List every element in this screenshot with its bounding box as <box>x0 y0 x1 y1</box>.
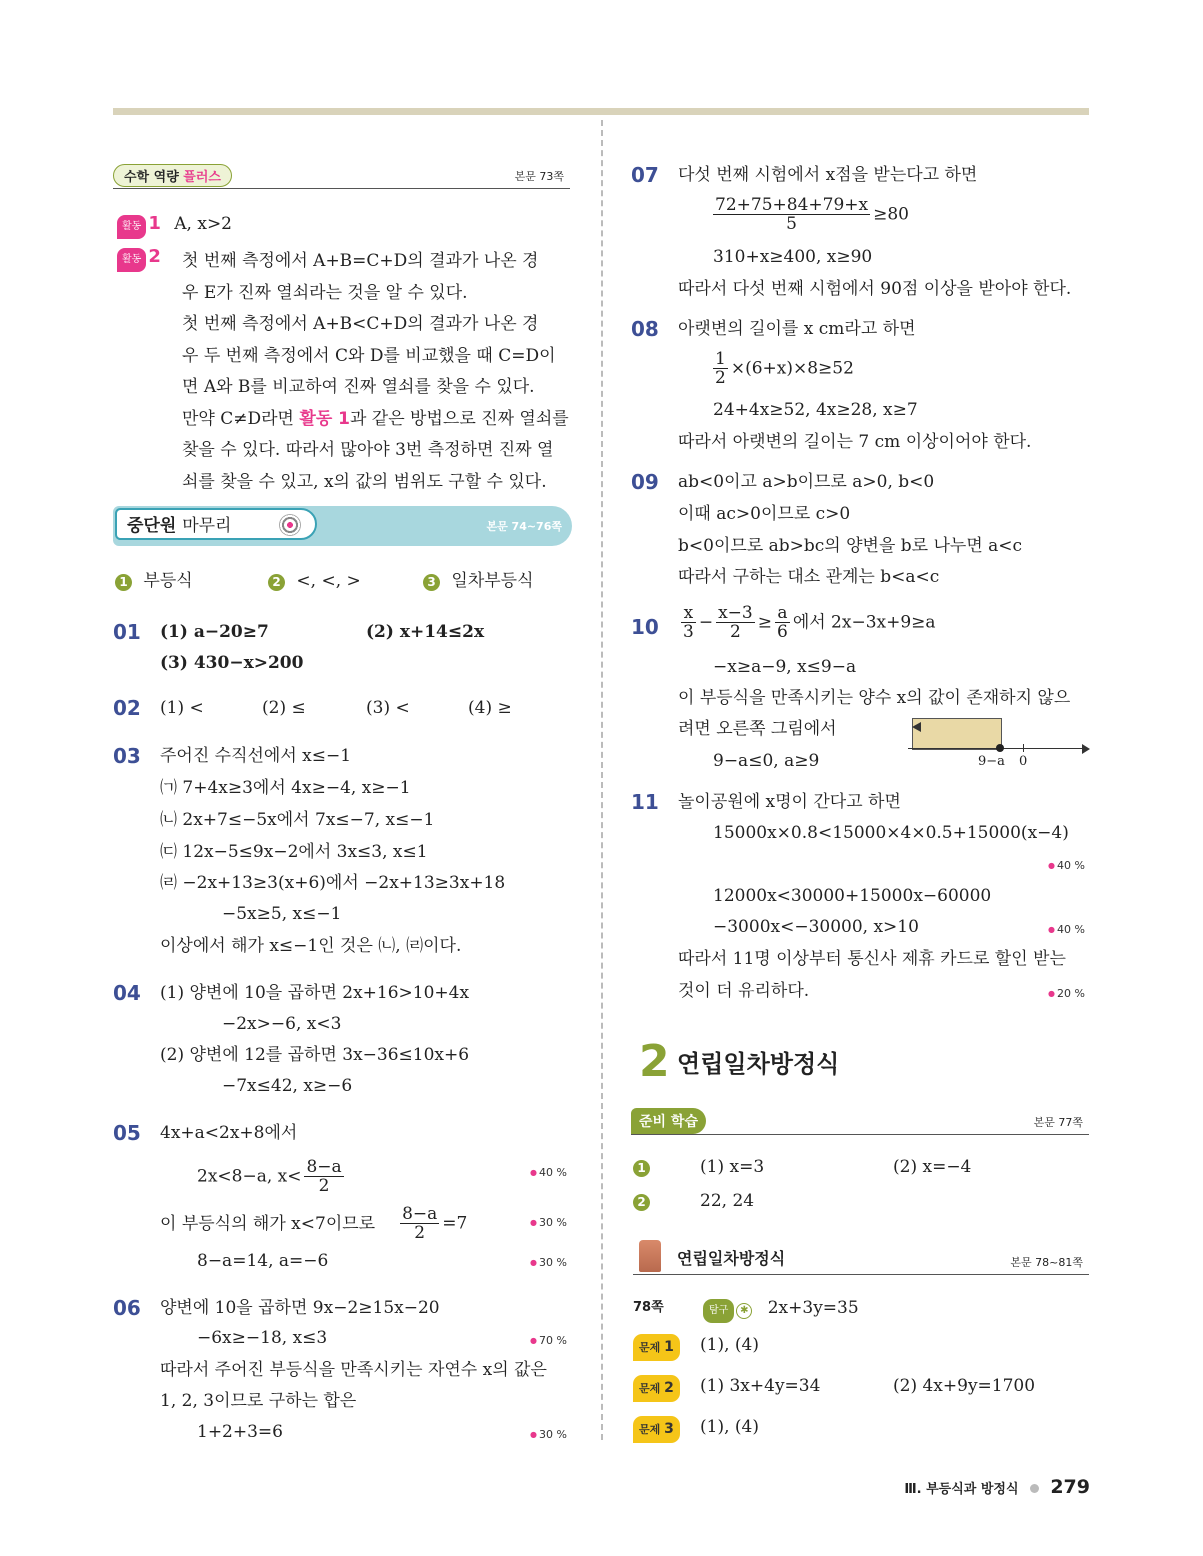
plus-title-pill <box>113 164 232 187</box>
q09-line: 따라서 구하는 대소 관계는 b<a<c <box>678 567 940 587</box>
prep-header <box>631 1108 1089 1135</box>
q11-l6: 것이 더 유리하다. <box>678 981 810 1001</box>
q03-line: 이상에서 해가 x≤−1인 것은 ㈁, ㈃이다. <box>160 936 462 956</box>
q03-line: ㈃ −2x+13≥3(x+6)에서 −2x+13≥3x+18 <box>160 873 506 893</box>
m1-answer: (1), (4) <box>700 1335 759 1355</box>
subsection-ref: 본문 78~81쪽 <box>1010 1256 1083 1269</box>
circle-number: 1 <box>633 1160 650 1177</box>
text-line: 우 두 번째 측정에서 C와 D를 비교했을 때 C=D이 <box>182 345 556 366</box>
numerator: a <box>775 604 790 623</box>
problem-number: 08 <box>631 317 659 341</box>
q10-l4: 려면 오른쪽 그림에서 <box>678 719 837 739</box>
page-ref-78: 78쪽 <box>633 1300 664 1315</box>
left-arrow <box>912 722 921 732</box>
prep-title: 준비 학습 <box>631 1108 706 1134</box>
q06-l3: 따라서 주어진 부등식을 만족시키는 자연수 x의 값은 <box>160 1360 547 1380</box>
prep-a3: 22, 24 <box>700 1191 755 1211</box>
q06-l5: 1+2+3=6 <box>197 1422 283 1442</box>
section-header-review <box>113 506 572 546</box>
q07-l1: 다섯 번째 시험에서 x점을 받는다고 하면 <box>678 165 978 185</box>
text-span: 에서 2x−3x+9≥a <box>792 612 936 633</box>
problem-label-1 <box>633 1334 680 1361</box>
problem-label-3 <box>633 1416 680 1443</box>
section-header-plus <box>113 164 570 189</box>
explore-tag: 탐구 <box>703 1299 734 1323</box>
q11-l3: 12000x<30000+15000x−60000 <box>713 886 992 906</box>
concept-1: 부등식 <box>143 571 193 591</box>
badge-number: 3 <box>664 1421 674 1437</box>
text-line: 쇠를 찾을 수 있고, x의 값의 범위도 구할 수 있다. <box>182 471 547 492</box>
q11-l2: 15000x×0.8<15000×4×0.5+15000(x−4) <box>713 823 1069 843</box>
review-concept-3 <box>423 570 534 592</box>
review-title-box <box>115 508 317 540</box>
numerator: 8−a <box>402 1204 438 1224</box>
shaded-region <box>912 718 1002 750</box>
prep-row-2 <box>633 1190 650 1212</box>
numerator: x−3 <box>718 603 753 623</box>
q10-l2: −x≥a−9, x≤9−a <box>713 657 857 677</box>
score-percent: ● 30 % <box>530 1212 567 1234</box>
q07-l4: 따라서 다섯 번째 시험에서 90점 이상을 받아야 한다. <box>678 279 1072 299</box>
q07-l3: 310+x≥400, x≥90 <box>713 247 873 267</box>
problem-badge <box>633 1416 680 1443</box>
q09-line: ab<0이고 a>b이므로 a>0, b<0 <box>678 472 935 492</box>
fraction <box>681 604 696 641</box>
circle-number: 3 <box>423 574 440 591</box>
q09-line: b<0이므로 ab>bc의 양변을 b로 나누면 a<c <box>678 536 1023 556</box>
plus-act2-label <box>117 246 161 272</box>
q03-line: ㈁ 2x+7≤−5x에서 7x≤−7, x≤−1 <box>160 810 435 830</box>
q02-a3: (3) < <box>366 698 410 718</box>
q03-line: ㈂ 12x−5≤9x−2에서 3x≤3, x≤1 <box>160 842 428 862</box>
plus-act2-body <box>182 246 574 498</box>
q04-line: (1) 양변에 10을 곱하면 2x+16>10+4x <box>160 983 470 1003</box>
numerator: 1 <box>715 349 726 369</box>
text-line <box>182 404 574 436</box>
score-percent: ● 40 % <box>1048 919 1085 941</box>
score-percent: ● 40 % <box>530 1162 567 1184</box>
review-concept-2 <box>268 570 361 592</box>
text-line: 첫 번째 측정에서 A+B<C+D의 결과가 나온 경 <box>182 314 539 334</box>
fraction <box>400 1205 439 1242</box>
subsection-number-icon <box>639 1240 661 1272</box>
q10-l3: 이 부등식을 만족시키는 양수 x의 값이 존재하지 않으 <box>678 688 1071 708</box>
m2-answer-b: (2) 4x+9y=1700 <box>893 1376 1036 1396</box>
point-marker <box>996 744 1004 752</box>
text-span: =7 <box>442 1213 468 1234</box>
section-number: 2 <box>639 1036 670 1087</box>
explore-eq: 2x+3y=35 <box>767 1298 859 1318</box>
problem-number: 06 <box>113 1296 141 1320</box>
q08-l1: 아랫변의 길이를 x cm라고 하면 <box>678 319 916 339</box>
text-span: 2x<8−a, x< <box>197 1166 302 1187</box>
denominator: 3 <box>683 622 694 642</box>
score-percent: ● 40 % <box>1048 855 1085 877</box>
q10-l1 <box>678 604 936 641</box>
text-line: 찾을 수 있다. 따라서 많아야 3번 측정하면 진짜 열 <box>182 440 554 460</box>
activity-number: 2 <box>148 246 161 267</box>
denominator: 5 <box>786 214 797 234</box>
circle-number: 1 <box>115 574 132 591</box>
text-line: 면 A와 B를 비교하여 진짜 열쇠를 찾을 수 있다. <box>182 377 535 397</box>
q03-line: −5x≥5, x≤−1 <box>222 904 342 924</box>
q02-a1: (1) < <box>160 698 204 718</box>
score-percent: ● 30 % <box>530 1252 567 1274</box>
fraction <box>775 604 790 641</box>
operator: − <box>698 612 714 633</box>
q08-l2 <box>710 350 854 387</box>
q05-l2 <box>197 1158 347 1195</box>
score-percent: ● 20 % <box>1048 983 1085 1005</box>
q05-l1: 4x+a<2x+8에서 <box>160 1123 298 1143</box>
q08-l4: 따라서 아랫변의 길이는 7 cm 이상이어야 한다. <box>678 432 1032 452</box>
text-line: 첫 번째 측정에서 A+B=C+D의 결과가 나온 경 <box>182 251 539 271</box>
problem-number: 07 <box>631 163 659 187</box>
q01-a1: (1) a−20≥7 <box>160 622 269 642</box>
plus-title-accent: 플러스 <box>183 170 221 185</box>
denominator: 2 <box>318 1176 330 1196</box>
prep-a2: (2) x=−4 <box>893 1157 972 1177</box>
problem-number: 10 <box>631 615 659 639</box>
activity-number: 1 <box>148 213 161 234</box>
circle-number: 2 <box>633 1194 650 1211</box>
plus-title: 수학 역량 <box>124 170 184 185</box>
problem-badge <box>633 1375 680 1402</box>
q04-line: −2x>−6, x<3 <box>222 1014 342 1034</box>
review-title: 중단원 <box>127 516 183 536</box>
page-number: 279 <box>1050 1476 1090 1498</box>
star-icon: ✱ <box>736 1303 752 1319</box>
chapter-label: Ⅲ. 부등식과 방정식 <box>904 1482 1019 1497</box>
prep-row-1 <box>633 1156 650 1178</box>
q01-a3: (3) 430−x>200 <box>160 653 304 673</box>
problem-number: 01 <box>113 620 141 644</box>
numerator: 72+75+84+79+x <box>715 195 869 215</box>
q09-line: 이때 ac>0이므로 c>0 <box>678 504 851 524</box>
badge-number: 1 <box>664 1339 674 1355</box>
q03-line: 주어진 수직선에서 x≤−1 <box>160 746 352 766</box>
label-zero: 0 <box>1019 754 1028 769</box>
fraction <box>304 1158 343 1195</box>
review-ref: 본문 74~76쪽 <box>486 520 562 533</box>
q02-a4: (4) ≥ <box>468 698 512 718</box>
q02-a2: (2) ≤ <box>262 698 306 718</box>
text-line: 우 E가 진짜 열쇠라는 것을 알 수 있다. <box>182 282 468 303</box>
problem-badge <box>633 1334 680 1361</box>
prep-a1: (1) x=3 <box>700 1157 765 1177</box>
q06-l1: 양변에 10을 곱하면 9x−2≥15x−20 <box>160 1298 440 1318</box>
q08-l3: 24+4x≥52, 4x≥28, x≥7 <box>713 400 918 420</box>
problem-number: 02 <box>113 696 141 720</box>
denominator: 2 <box>414 1223 426 1243</box>
activity-badge: 활동 <box>117 248 146 272</box>
q03-line: ㈀ 7+4x≥3에서 4x≥−4, x≥−1 <box>160 778 411 798</box>
tag-row <box>703 1297 859 1323</box>
review-title-2: 마무리 <box>182 516 232 536</box>
target-icon <box>279 514 301 536</box>
q11-l1: 놀이공원에 x명이 간다고 하면 <box>678 792 901 812</box>
badge-label: 문제 <box>639 1423 661 1436</box>
q01-a2: (2) x+14≤2x <box>366 622 485 642</box>
denominator: 6 <box>776 622 788 642</box>
q06-l4: 1, 2, 3이므로 구하는 합은 <box>160 1391 357 1411</box>
section-title: 연립일차방정식 <box>677 1050 840 1078</box>
concept-3: 일차부등식 <box>451 571 534 591</box>
numerator: 8−a <box>306 1157 342 1177</box>
badge-label: 문제 <box>639 1341 661 1354</box>
concept-2: <, <, > <box>296 571 361 591</box>
q04-line: −7x≤42, x≥−6 <box>222 1076 353 1096</box>
activity-badge: 활동 <box>117 215 146 239</box>
plus-ref: 본문 73쪽 <box>514 170 564 183</box>
numerator: x <box>681 604 696 623</box>
problem-number: 03 <box>113 744 141 768</box>
text-span: 과 같은 방법으로 진짜 열쇠를 <box>349 408 569 429</box>
q11-l4: −3000x<−30000, x>10 <box>713 917 919 937</box>
column-divider <box>601 120 603 1440</box>
circle-number: 2 <box>268 574 285 591</box>
activity-ref: 활동 1 <box>299 408 350 429</box>
text-span: 만약 C≠D라면 <box>182 408 300 429</box>
text-span: ×(6+x)×8≥52 <box>730 358 854 379</box>
text-span: 이 부등식의 해가 x<7이므로 <box>160 1213 376 1234</box>
subsection-title: 연립일차방정식 <box>677 1249 786 1268</box>
label-9-minus-a: 9−a <box>978 754 1005 769</box>
plus-act1-text: A, x>2 <box>174 214 232 234</box>
arrow-head <box>1082 744 1090 754</box>
section-2-title <box>639 1036 839 1087</box>
footer-dot <box>1030 1484 1039 1493</box>
denominator: 2 <box>715 368 726 388</box>
problem-number: 05 <box>113 1121 141 1145</box>
q07-l2 <box>710 196 909 233</box>
subsection-1-header <box>633 1240 1089 1275</box>
badge-number: 2 <box>664 1380 674 1396</box>
tick-zero <box>1023 744 1024 752</box>
number-line <box>908 716 1091 774</box>
operator: ≥ <box>757 612 772 633</box>
m3-answer: (1), (4) <box>700 1417 759 1437</box>
prep-ref: 본문 77쪽 <box>1033 1116 1083 1129</box>
score-percent: ● 30 % <box>530 1424 567 1446</box>
problem-number: 04 <box>113 981 141 1005</box>
problem-number: 09 <box>631 470 659 494</box>
badge-label: 문제 <box>639 1382 661 1395</box>
score-percent: ● 70 % <box>530 1330 567 1352</box>
top-rule <box>113 108 1089 115</box>
q04-line: (2) 양변에 12를 곱하면 3x−36≤10x+6 <box>160 1045 470 1065</box>
q06-l2: −6x≥−18, x≤3 <box>197 1328 328 1348</box>
fraction <box>713 350 728 387</box>
fraction <box>713 196 870 233</box>
q11-l5: 따라서 11명 이상부터 통신사 제휴 카드로 할인 받는 <box>678 949 1066 969</box>
q05-l4: 8−a=14, a=−6 <box>197 1251 329 1271</box>
q10-l5: 9−a≤0, a≥9 <box>713 751 820 771</box>
review-concepts <box>115 570 193 592</box>
denominator: 2 <box>729 622 741 642</box>
m2-answer-a: (1) 3x+4y=34 <box>700 1376 821 1396</box>
page-footer <box>880 1476 1090 1498</box>
problem-label-2 <box>633 1375 680 1402</box>
fraction <box>716 604 755 641</box>
problem-number: 11 <box>631 790 659 814</box>
plus-act1 <box>117 213 232 239</box>
text-span: ≥80 <box>873 204 909 225</box>
q05-l3 <box>160 1205 467 1242</box>
